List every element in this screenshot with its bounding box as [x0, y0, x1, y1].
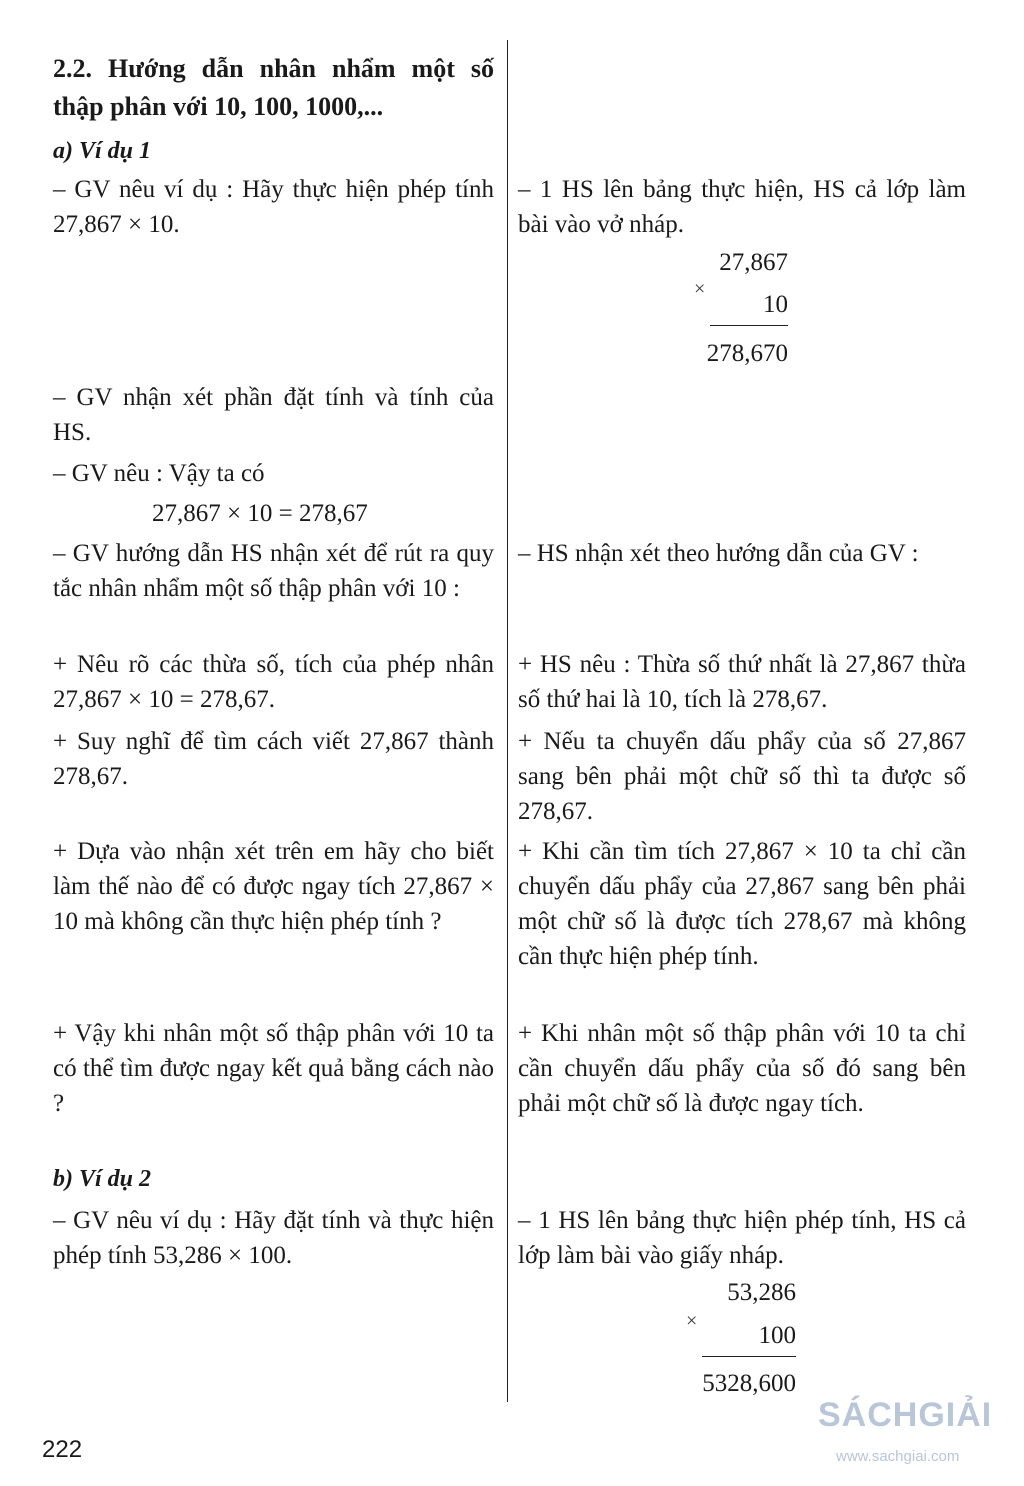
ex1-column-multiplication	[690, 248, 800, 373]
ex1-equation: 27,867 × 10 = 278,67	[152, 500, 368, 527]
column-divider	[507, 40, 508, 1402]
ex2-operand-2: 100	[758, 1322, 796, 1349]
ex1-operand-1: 27,867	[719, 249, 788, 276]
ex1-teacher-step-1: – GV nêu ví dụ : Hãy thực hiện phép tính 27,867 × 10.	[53, 176, 494, 238]
watermark-url: www.sachgiai.com	[836, 1448, 960, 1465]
ex2-student-step: – 1 HS lên bảng thực hiện phép tính, HS cả lớp làm bài vào giấy nháp.	[518, 1207, 966, 1269]
ex1-student-step-1: – 1 HS lên bảng thực hiện, HS cả lớp làm bài vào vở nháp.	[518, 176, 966, 238]
ex2-multiply-sign: ×	[686, 1310, 698, 1332]
ex1-teacher-step-3: – GV nêu : Vậy ta có	[53, 460, 265, 487]
ex1-student-step-5: + HS nêu : Thừa số thứ nhất là 27,867 thừa số thứ hai là 10, tích là 278,67.	[518, 651, 966, 713]
ex1-teacher-step-5: + Nêu rõ các thừa số, tích của phép nhân 27,867 × 10 = 278,67.	[53, 651, 494, 713]
watermark-logo	[818, 1396, 1018, 1486]
ex1-student-step-8: + Khi nhân một số thập phân với 10 ta chỉ cần chuyển dấu phẩy của số đó sang bên phải một chữ số là được ngay tích.	[518, 1020, 966, 1117]
ex1-student-step-4: – HS nhận xét theo hướng dẫn của GV :	[518, 540, 919, 567]
page-number: 222	[42, 1436, 83, 1463]
ex2-result-line	[702, 1356, 796, 1357]
ex1-teacher-step-2: – GV nhận xét phần đặt tính và tính của HS.	[53, 384, 494, 446]
ex1-teacher-step-8: + Vậy khi nhân một số thập phân với 10 ta có thể tìm được ngay kết quả bằng cách nào ?	[53, 1020, 494, 1117]
ex1-multiply-sign: ×	[694, 278, 706, 300]
ex2-teacher-step: – GV nêu ví dụ : Hãy đặt tính và thực hiện phép tính 53,286 × 100.	[53, 1207, 494, 1269]
ex1-student-step-7: + Khi cần tìm tích 27,867 × 10 ta chỉ cần chuyển dấu phẩy của 27,867 sang bên phải một chữ số là được tích 278,67 mà không cần thực hiện phép tính.	[518, 838, 966, 970]
ex1-result-line	[710, 325, 788, 326]
watermark-brand: SÁCHGIẢI	[818, 1396, 993, 1434]
ex1-student-step-6: + Nếu ta chuyển dấu phẩy của số 27,867 sang bên phải một chữ số thì ta được số 278,67.	[518, 728, 966, 825]
ex2-result: 5328,600	[702, 1370, 796, 1397]
example-2-heading: b) Ví dụ 2	[53, 1166, 152, 1192]
ex1-teacher-step-4: – GV hướng dẫn HS nhận xét để rút ra quy tắc nhân nhẩm một số thập phân với 10 :	[53, 540, 494, 602]
ex1-teacher-step-7: + Dựa vào nhận xét trên em hãy cho biết làm thế nào để có được ngay tích 27,867 × 10 mà không cần thực hiện phép tính ?	[53, 838, 494, 935]
ex2-column-multiplication	[680, 1278, 810, 1408]
example-1-heading: a) Ví dụ 1	[53, 138, 152, 164]
ex1-result: 278,670	[706, 340, 788, 367]
section-title: 2.2. Hướng dẫn nhân nhẩm một số thập phân với 10, 100, 1000,...	[53, 54, 494, 121]
ex1-operand-2: 10	[763, 291, 788, 318]
ex2-operand-1: 53,286	[727, 1279, 796, 1306]
ex1-teacher-step-6: + Suy nghĩ để tìm cách viết 27,867 thành 278,67.	[53, 728, 494, 790]
